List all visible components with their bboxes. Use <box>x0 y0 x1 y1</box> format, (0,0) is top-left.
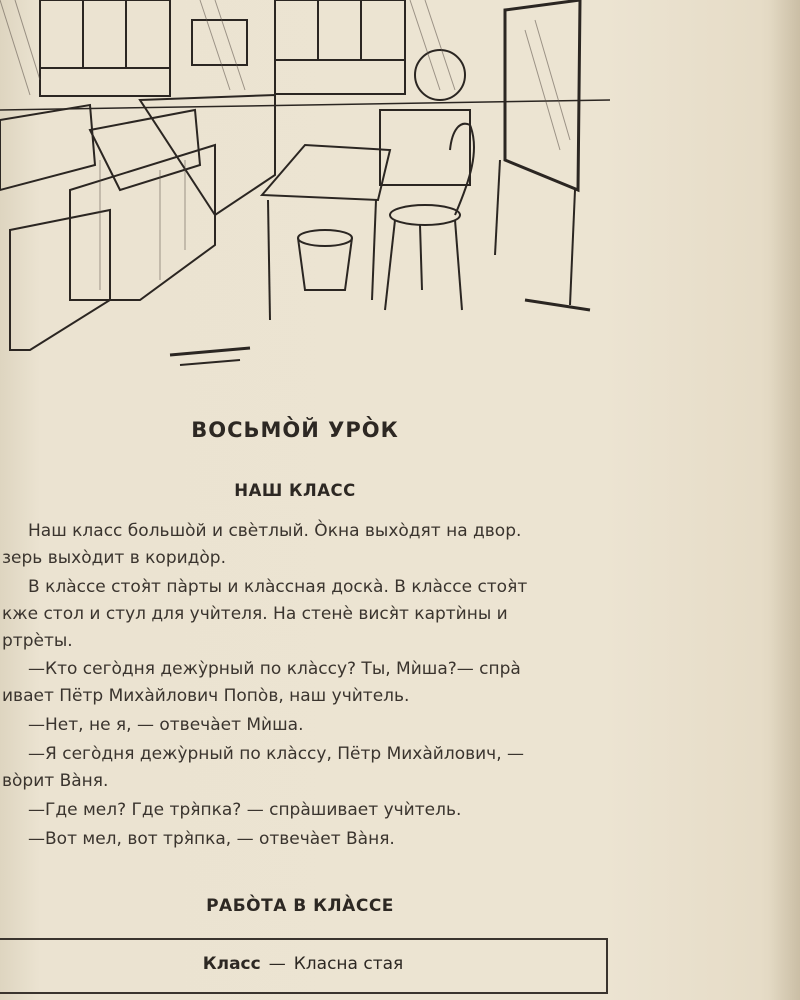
page-edge <box>770 0 800 1000</box>
classroom-illustration <box>0 0 610 380</box>
vocabulary-box <box>0 938 608 994</box>
paragraph-line: во̀рит Ва̀ня. <box>2 771 109 791</box>
vocabulary-entry <box>0 954 606 974</box>
lesson-title: ВОСЬМО̀Й УРО̀К <box>191 418 399 442</box>
paragraph-line: —Где мел? Где тря̀пка? — спра̀шивает учѝтель. <box>28 800 462 820</box>
paragraph-line: —Вот мел, вот тря̀пка, — отвеча̀ет Ва̀ня. <box>28 829 395 849</box>
vocab-dash: — <box>268 954 286 974</box>
lesson-subtitle: НАШ КЛАСС <box>234 481 356 500</box>
paragraph-line: зерь выхо̀дит в коридо̀р. <box>2 548 227 568</box>
section-title: РАБО̀ТА В КЛА̀ССЕ <box>206 896 394 916</box>
paragraph-line: кже стол и стул для учѝтеля. На стенѐ вися̀т картѝны и <box>2 604 508 624</box>
classroom-drawing <box>0 0 610 380</box>
vocab-word: Класс <box>202 954 261 974</box>
paragraph-line: ртрѐты. <box>2 631 73 651</box>
paragraph-line: —Я сего̀дня дежу̀рный по кла̀ссу, Пётр Миха̀йлович, — <box>28 744 525 764</box>
paragraph-line: —Нет, не я, — отвеча̀ет Мѝша. <box>28 715 304 735</box>
paragraph-line: —Кто сего̀дня дежу̀рный по кла̀ссу? Ты, Мѝша?— спра̀ <box>28 659 521 679</box>
vocab-translation: Класна стая <box>293 954 404 974</box>
paragraph-line: Наш класс большо̀й и свѐтлый. О̀кна выхо̀дят на двор. <box>28 521 522 541</box>
paragraph-line: ивает Пётр Миха̀йлович Попо̀в, наш учѝтель. <box>2 686 410 706</box>
paragraph-line: В кла̀ссе стоя̀т па̀рты и кла̀ссная доска̀. В кла̀ссе стоя̀т <box>28 577 528 597</box>
